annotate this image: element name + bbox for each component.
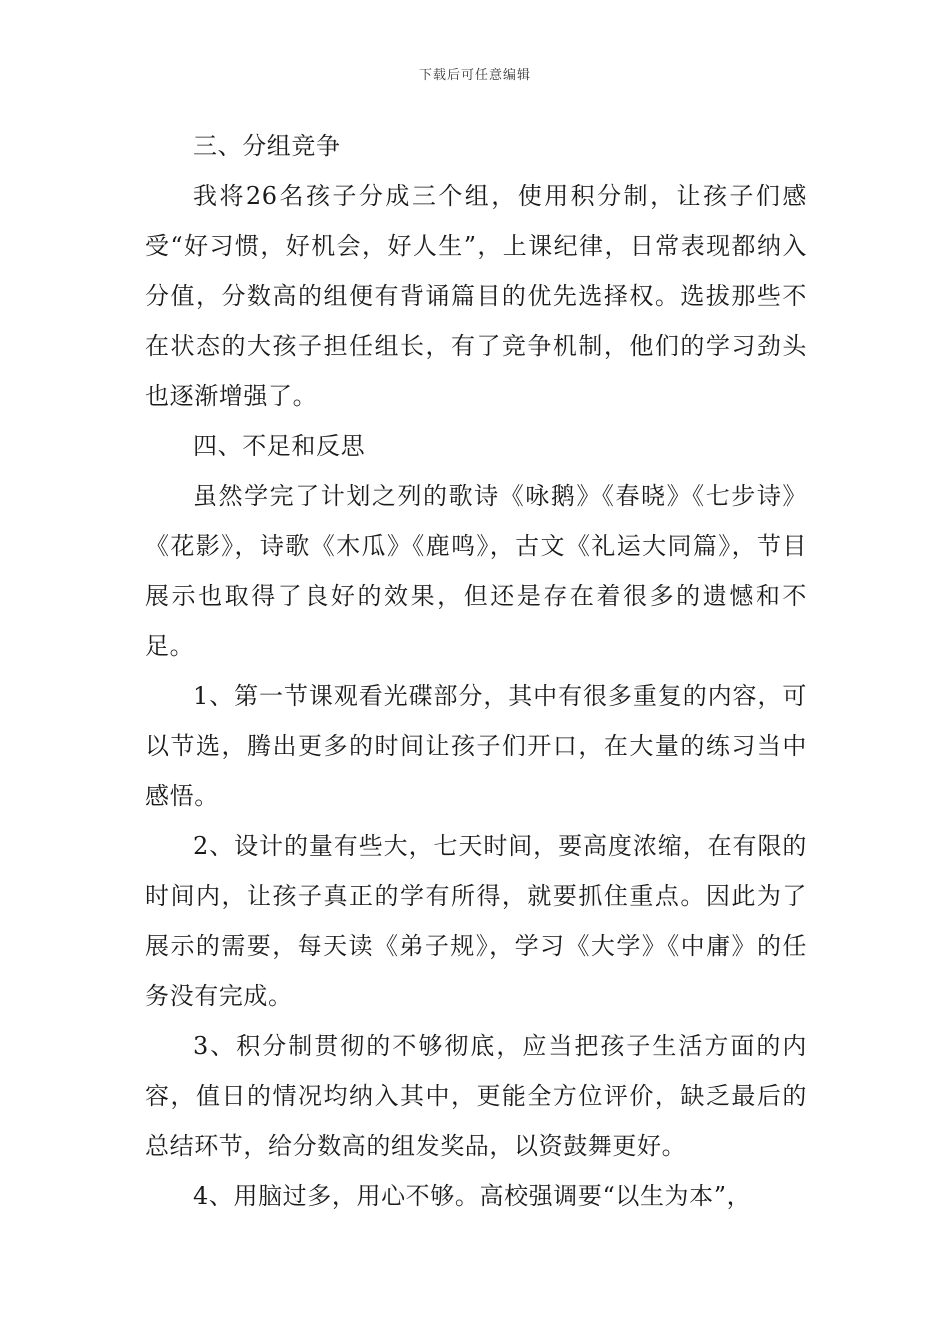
list-item-3: 3、积分制贯彻的不够彻底，应当把孩子生活方面的内容，值日的情况均纳入其中，更能全方位评价，缺乏最后的总结环节，给分数高的组发奖品，以资鼓舞更好。 [145,1032,807,1160]
list-item-4: 4、用脑过多，用心不够。高校强调要“以生为本”， [193,1182,752,1210]
document-body [145,121,807,1221]
section-heading-shortcomings: 四、不足和反思 [193,432,366,460]
list-item-2: 2、设计的量有些大，七天时间，要高度浓缩，在有限的时间内，让孩子真正的学有所得，就要抓住重点。因此为了展示的需要，每天读《弟子规》，学习《大学》《中庸》的任务没有完成。 [145,832,807,1010]
section-heading-group-competition: 三、分组竞争 [193,132,341,160]
list-item-1: 1、第一节课观看光碟部分，其中有很多重复的内容，可以节选，腾出更多的时间让孩子们开口，在大量的练习当中感悟。 [145,682,807,810]
paragraph-group-competition: 我将26名孩子分成三个组，使用积分制，让孩子们感受“好习惯，好机会，好人生”，上课纪律，日常表现都纳入分值，分数高的组便有背诵篇目的优先选择权。选拔那些不在状态的大孩子担任组长，有了竞争机制，他们的学习劲头也逐渐增强了。 [145,182,807,410]
paragraph-shortcomings-intro: 虽然学完了计划之列的歌诗《咏鹅》《春晓》《七步诗》《花影》，诗歌《木瓜》《鹿鸣》，古文《礼运大同篇》，节目展示也取得了良好的效果，但还是存在着很多的遗憾和不足。 [145,482,807,660]
page-header-note: 下载后可任意编辑 [418,68,531,83]
